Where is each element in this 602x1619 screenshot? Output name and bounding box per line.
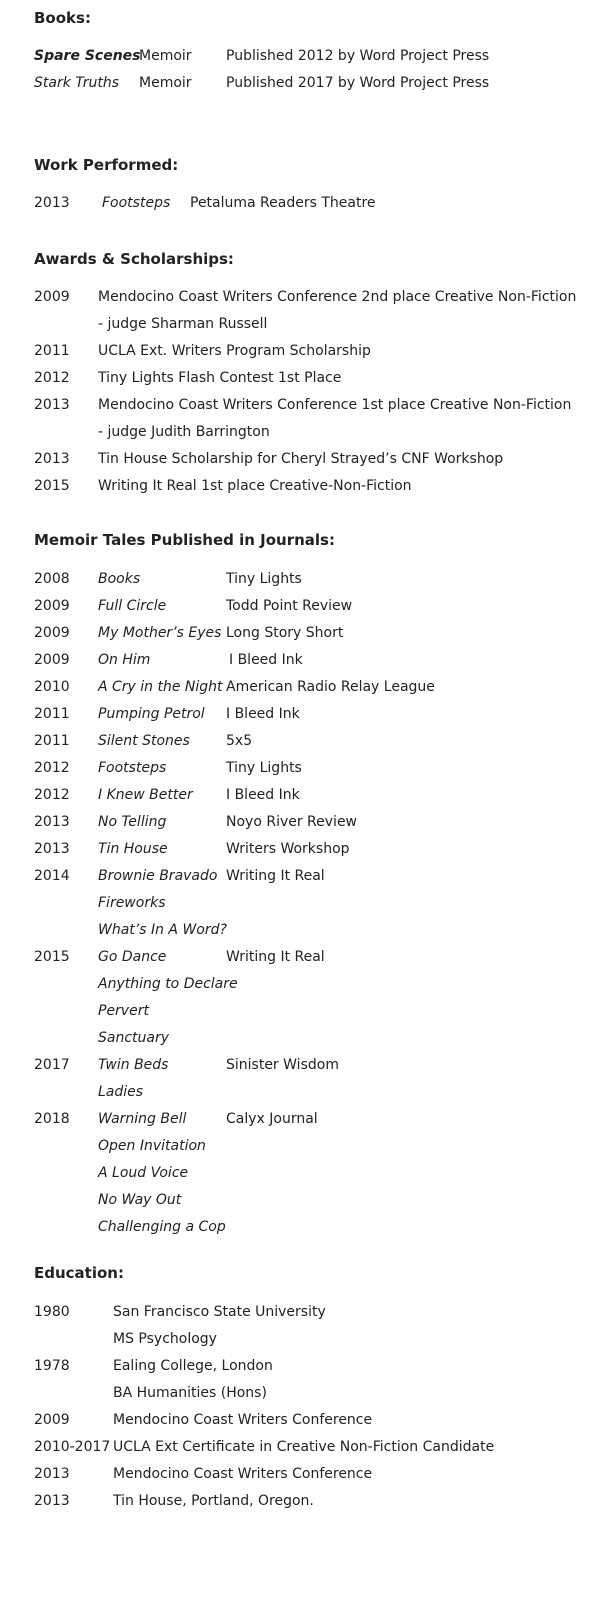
- work-year: 2013: [34, 195, 70, 211]
- journals-heading: Memoir Tales Published in Journals:: [34, 531, 335, 549]
- journal-title: Fireworks: [98, 895, 166, 911]
- journal-name: 5x5: [226, 733, 253, 749]
- award-text: UCLA Ext. Writers Program Scholarship: [98, 343, 371, 359]
- journal-title: Silent Stones: [98, 733, 190, 749]
- journal-name: I Bleed Ink: [226, 787, 300, 803]
- journal-name: I Bleed Ink: [226, 706, 300, 722]
- journal-title: Warning Bell: [98, 1111, 187, 1127]
- award-text: Writing It Real 1st place Creative-Non-Fiction: [98, 478, 412, 494]
- journal-title: A Loud Voice: [98, 1165, 189, 1181]
- award-year: 2013: [34, 451, 70, 467]
- award-text: Tin House Scholarship for Cheryl Strayed’s CNF Workshop: [98, 451, 504, 467]
- journal-title: Brownie Bravado: [98, 868, 218, 884]
- journal-year: 2014: [34, 868, 70, 884]
- award-text: - judge Sharman Russell: [98, 316, 268, 332]
- journal-title: Go Dance: [98, 949, 167, 965]
- journal-title: Pumping Petrol: [98, 706, 205, 722]
- journal-name: Sinister Wisdom: [226, 1057, 339, 1073]
- education-heading: Education:: [34, 1264, 124, 1282]
- journal-title: Open Invitation: [98, 1138, 206, 1154]
- education-text: Mendocino Coast Writers Conference: [113, 1466, 373, 1482]
- award-year: 2009: [34, 289, 70, 305]
- journal-title: Books: [98, 571, 141, 587]
- journal-name: Tiny Lights: [226, 760, 302, 776]
- journal-title: Pervert: [98, 1003, 149, 1019]
- journal-title: A Cry in the Night: [98, 679, 223, 695]
- journal-year: 2009: [34, 652, 70, 668]
- journal-title: Footsteps: [98, 760, 167, 776]
- journal-name: Tiny Lights: [226, 571, 302, 587]
- education-text: MS Psychology: [113, 1331, 217, 1347]
- journal-title: Challenging a Cop: [98, 1219, 226, 1235]
- journal-year: 2012: [34, 787, 70, 803]
- book-info: Published 2012 by Word Project Press: [226, 48, 490, 64]
- education-year: 2010-2017: [34, 1439, 111, 1455]
- journal-year: 2017: [34, 1057, 70, 1073]
- journal-title: No Telling: [98, 814, 167, 830]
- journal-year: 2018: [34, 1111, 70, 1127]
- journal-title: On Him: [98, 652, 151, 668]
- education-text: San Francisco State University: [113, 1304, 326, 1320]
- education-year: 1980: [34, 1304, 70, 1320]
- education-text: Ealing College, London: [113, 1358, 273, 1374]
- journal-name: Long Story Short: [226, 625, 344, 641]
- education-text: Tin House, Portland, Oregon.: [113, 1493, 314, 1509]
- journal-year: 2013: [34, 841, 70, 857]
- journal-name: Writers Workshop: [226, 841, 350, 857]
- work-venue: Petaluma Readers Theatre: [190, 195, 376, 211]
- award-year: 2011: [34, 343, 70, 359]
- book-title: Stark Truths: [34, 75, 120, 91]
- journal-name: Todd Point Review: [226, 598, 353, 614]
- journal-title: Anything to Declare: [98, 976, 238, 992]
- education-year: 2013: [34, 1493, 70, 1509]
- award-text: Mendocino Coast Writers Conference 2nd place Creative Non-Fiction: [98, 289, 577, 305]
- journal-title: I Knew Better: [98, 787, 193, 803]
- journal-title: Full Circle: [98, 598, 167, 614]
- education-year: 2009: [34, 1412, 70, 1428]
- book-genre: Memoir: [139, 75, 192, 91]
- education-text: Mendocino Coast Writers Conference: [113, 1412, 373, 1428]
- award-text: Tiny Lights Flash Contest 1st Place: [98, 370, 342, 386]
- journal-title: Tin House: [98, 841, 168, 857]
- journal-year: 2009: [34, 598, 70, 614]
- book-genre: Memoir: [139, 48, 192, 64]
- award-text: - judge Judith Barrington: [98, 424, 270, 440]
- award-year: 2013: [34, 397, 70, 413]
- work-performed-heading: Work Performed:: [34, 156, 179, 174]
- journal-year: 2015: [34, 949, 70, 965]
- journal-year: 2013: [34, 814, 70, 830]
- award-text: Mendocino Coast Writers Conference 1st place Creative Non-Fiction: [98, 397, 572, 413]
- journal-name: Writing It Real: [226, 949, 325, 965]
- journal-title: No Way Out: [98, 1192, 182, 1208]
- journal-title: Ladies: [98, 1084, 144, 1100]
- journal-year: 2008: [34, 571, 70, 587]
- books-heading: Books:: [34, 9, 91, 27]
- awards-heading: Awards & Scholarships:: [34, 250, 234, 268]
- journal-year: 2012: [34, 760, 70, 776]
- journal-title: Sanctuary: [98, 1030, 170, 1046]
- journal-title: What’s In A Word?: [98, 922, 227, 938]
- journal-name: I Bleed Ink: [229, 652, 303, 668]
- journal-title: Twin Beds: [98, 1057, 169, 1073]
- education-text: BA Humanities (Hons): [113, 1385, 267, 1401]
- journal-year: 2009: [34, 625, 70, 641]
- education-text: UCLA Ext Certificate in Creative Non-Fiction Candidate: [113, 1439, 495, 1455]
- journal-name: Noyo River Review: [226, 814, 358, 830]
- journal-name: American Radio Relay League: [226, 679, 435, 695]
- journal-year: 2011: [34, 733, 70, 749]
- award-year: 2015: [34, 478, 70, 494]
- journal-year: 2011: [34, 706, 70, 722]
- journal-title: My Mother’s Eyes: [98, 625, 222, 641]
- award-year: 2012: [34, 370, 70, 386]
- education-year: 2013: [34, 1466, 70, 1482]
- journal-name: Calyx Journal: [226, 1111, 318, 1127]
- book-info: Published 2017 by Word Project Press: [226, 75, 490, 91]
- education-year: 1978: [34, 1358, 70, 1374]
- work-title: Footsteps: [102, 195, 171, 211]
- journal-name: Writing It Real: [226, 868, 325, 884]
- book-title: Spare Scenes: [34, 48, 141, 64]
- journal-year: 2010: [34, 679, 70, 695]
